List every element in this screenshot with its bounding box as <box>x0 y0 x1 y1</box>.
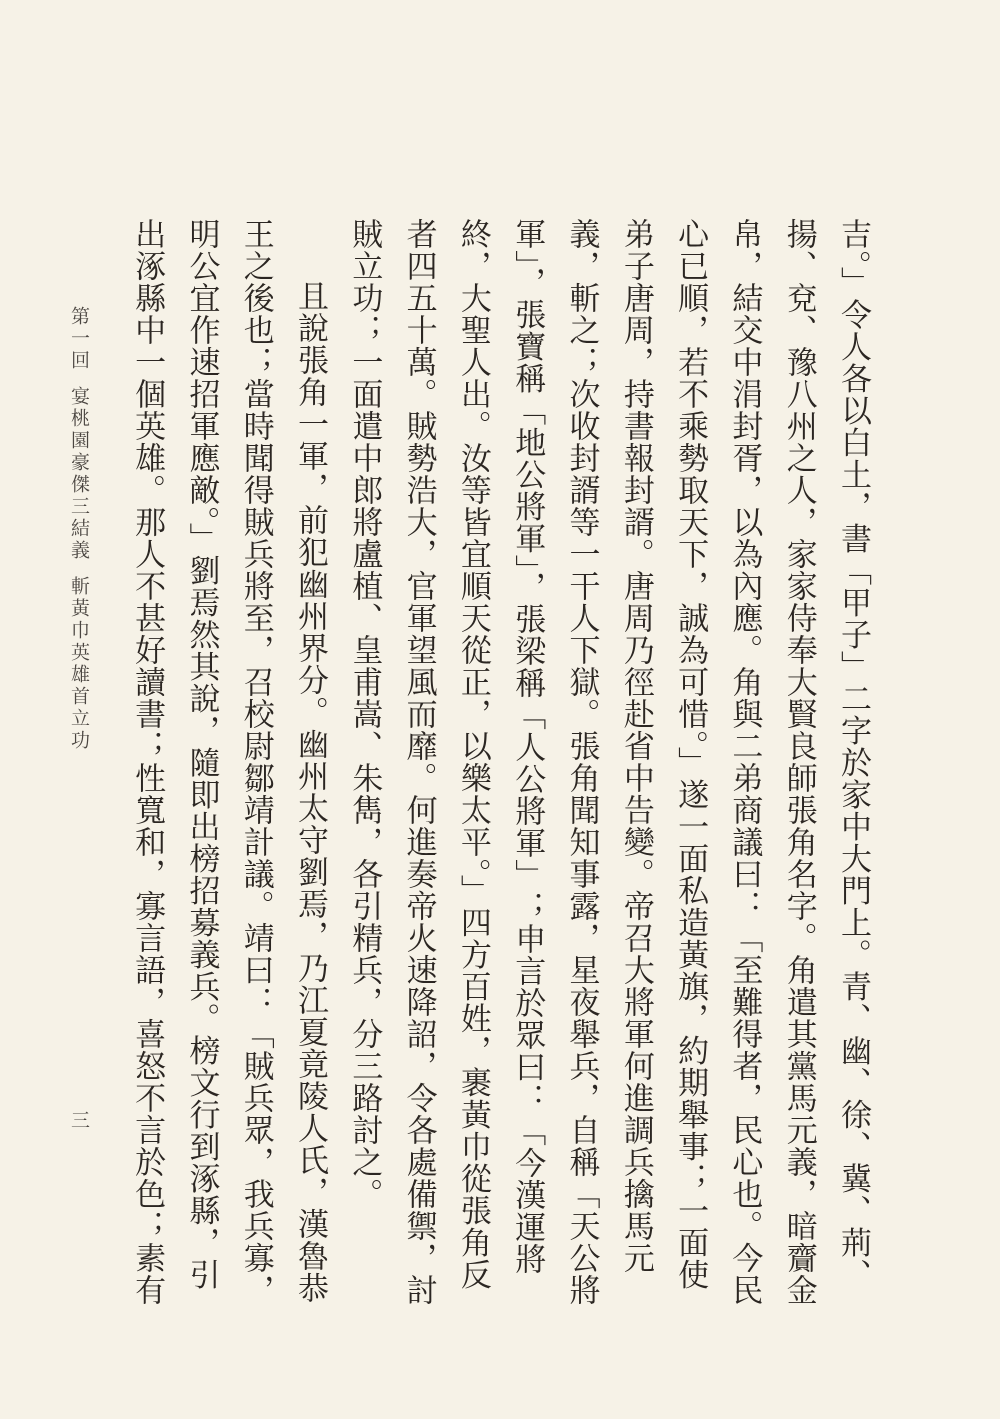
running-head <box>64 306 94 752</box>
paragraph: 吉。」令人各以白土，書「甲子」二字於家中大門上。青、幽、徐、冀、荊、揚、兗、豫八州之人，家家侍奉大賢良師張角名字。角遣其黨馬元義，暗齎金帛，結交中涓封胥，以為內應。角與二弟商議曰：「至難得者，民心也。今民心已順，若不乘勢取天下，誠為可惜。」遂一面私造黃旗，約期舉事；一面使弟子唐周，持書報封諝。唐周乃徑赴省中告變。帝召大將軍何進調兵擒馬元義，斬之；次收封諝等一干人下獄。張角聞知事露，星夜舉兵，自稱「天公將軍」，張寶稱「地公將軍」，張梁稱「人公將軍」；申言於眾曰：「今漢運將終，大聖人出。汝等皆宜順天從正，以樂太平。」四方百姓，裹黃巾從張角反者四五十萬。賊勢浩大，官軍望風而靡。何進奏帝火速降詔，令各處備禦，討賊立功；一面遣中郎將盧植、皇甫嵩、朱雋，各引精兵，分三路討之。 <box>346 218 871 1306</box>
page-number: 三 <box>68 1110 90 1129</box>
chapter-title-part-2: 斬黃巾英雄首立功 <box>68 576 90 752</box>
paragraph: 且說張角一軍，前犯幽州界分。幽州太守劉焉，乃江夏竟陵人氏，漢魯恭王之後也；當時聞得賊兵將至，召校尉鄒靖計議。靖曰：「賊兵眾，我兵寡，明公宜作速招軍應敵。」劉焉然其說，隨即出榜招募義兵。榜文行到涿縣，引出涿縣中一個英雄。那人不甚好讀書；性寬和，寡言語，喜怒不言於色；素有 <box>129 218 329 1306</box>
body-text <box>120 218 880 1318</box>
chapter-title-part-1: 宴桃園豪傑三結義 <box>68 386 90 562</box>
chapter-number: 第一回 <box>68 306 90 372</box>
